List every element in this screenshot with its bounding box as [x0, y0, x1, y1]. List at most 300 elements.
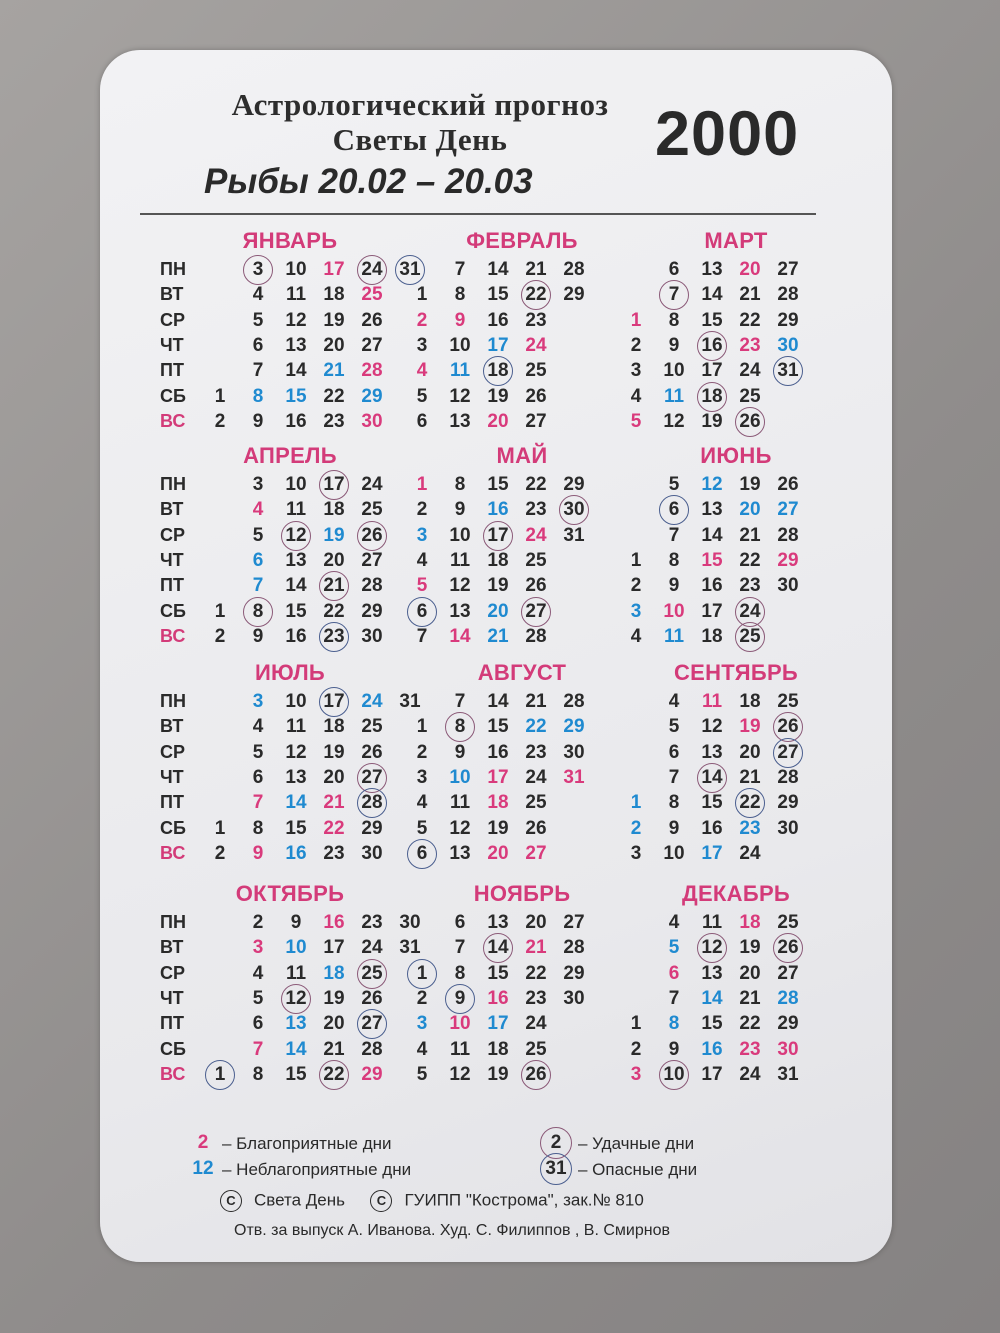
day-cell: 28 [777, 284, 799, 306]
day-cell: 13 [285, 549, 307, 571]
day-cell: 20 [739, 962, 761, 984]
day-cell: 5 [416, 385, 428, 407]
day-cell: 10 [449, 766, 471, 788]
day-cell: 4 [252, 962, 264, 984]
legend-favorable-text: – Благоприятные дни [222, 1134, 392, 1153]
day-cell: 12 [285, 309, 307, 331]
day-cell: 3 [416, 766, 428, 788]
month-block [576, 881, 876, 1106]
day-cell: 17 [487, 1013, 509, 1035]
day-cell: 1 [416, 474, 428, 495]
weekday-label: СР [160, 309, 186, 330]
day-cell: 6 [252, 1013, 264, 1035]
day-cell: 29 [563, 284, 585, 306]
day-cell: 1 [630, 1013, 642, 1035]
day-cell: 6 [402, 842, 442, 866]
day-cell: 24 [525, 334, 547, 356]
day-cell: 27 [563, 912, 585, 933]
day-cell: 27 [361, 334, 383, 356]
day-cell: 5 [630, 410, 642, 432]
day-cell: 23 [314, 625, 354, 649]
day-cell: 6 [252, 334, 264, 356]
day-cell: 10 [654, 1063, 694, 1087]
day-cell: 6 [454, 912, 466, 933]
day-cell: 20 [525, 912, 547, 933]
day-cell: 28 [361, 360, 383, 382]
day-cell: 25 [361, 499, 383, 521]
year-label: 2000 [655, 99, 800, 169]
day-cell: 17 [701, 360, 723, 382]
day-cell: 11 [285, 499, 307, 521]
day-cell: 20 [739, 259, 761, 280]
day-cell: 19 [487, 385, 509, 407]
day-cell: 26 [525, 817, 547, 839]
day-cell: 20 [323, 549, 345, 571]
day-cell: 21 [323, 792, 345, 814]
day-cell: 16 [323, 912, 345, 933]
day-cell: 12 [449, 385, 471, 407]
day-cell: 19 [323, 741, 345, 763]
day-cell: 29 [361, 385, 383, 407]
day-cell: 27 [777, 499, 799, 521]
day-cell: 17 [314, 690, 354, 714]
day-cell: 9 [252, 842, 264, 864]
day-cell: 13 [285, 766, 307, 788]
day-cell: 19 [739, 937, 761, 959]
day-cell: 12 [449, 1063, 471, 1085]
weekday-label: ВТ [160, 499, 184, 520]
day-cell: 22 [730, 791, 770, 815]
day-cell: 2 [630, 1038, 642, 1060]
day-cell: 19 [739, 716, 761, 738]
day-cell: 7 [668, 524, 680, 546]
weekday-label: СР [160, 962, 186, 983]
weekday-label: ПН [160, 912, 186, 932]
day-cell: 15 [285, 385, 307, 407]
day-cell: 25 [361, 716, 383, 738]
day-cell: 8 [440, 715, 480, 739]
day-cell: 6 [668, 962, 680, 984]
day-cell: 1 [214, 600, 226, 622]
day-cell: 8 [454, 474, 466, 495]
day-cell: 10 [285, 474, 307, 495]
day-cell: 18 [487, 792, 509, 814]
day-cell: 13 [449, 410, 471, 432]
day-cell: 21 [314, 574, 354, 598]
day-cell: 25 [352, 962, 392, 986]
day-cell: 22 [314, 1063, 354, 1087]
day-cell: 16 [692, 334, 732, 358]
month-name: ИЮНЬ [700, 443, 772, 468]
day-cell: 31 [777, 1063, 799, 1085]
day-cell: 25 [525, 1038, 547, 1060]
day-cell: 25 [730, 625, 770, 649]
day-cell: 6 [668, 259, 680, 280]
day-cell: 27 [361, 549, 383, 571]
day-cell: 7 [668, 766, 680, 788]
day-cell: 12 [692, 936, 732, 960]
day-cell: 12 [276, 987, 316, 1011]
month-block [576, 660, 876, 885]
day-cell: 6 [252, 766, 264, 788]
day-cell: 30 [777, 1038, 799, 1060]
day-cell: 14 [449, 625, 471, 647]
day-cell: 19 [323, 309, 345, 331]
day-cell: 18 [487, 549, 509, 571]
day-cell: 21 [525, 937, 547, 959]
day-cell: 11 [449, 549, 471, 571]
day-cell: 17 [701, 1063, 723, 1085]
day-cell: 17 [314, 473, 354, 497]
day-cell: 11 [285, 716, 307, 738]
day-cell: 8 [238, 600, 278, 624]
day-cell: 4 [668, 912, 680, 933]
day-cell: 16 [285, 410, 307, 432]
day-cell: 4 [252, 716, 264, 738]
day-cell: 20 [487, 600, 509, 622]
day-cell: 18 [323, 284, 345, 306]
month-block [576, 228, 876, 453]
day-cell: 4 [416, 549, 428, 571]
day-cell: 6 [416, 410, 428, 432]
day-cell: 8 [668, 1013, 680, 1035]
day-cell: 23 [323, 410, 345, 432]
day-cell: 20 [323, 334, 345, 356]
day-cell: 20 [487, 842, 509, 864]
day-cell: 13 [487, 912, 509, 933]
day-cell: 29 [563, 716, 585, 738]
day-cell: 2 [630, 334, 642, 356]
day-cell: 16 [701, 575, 723, 597]
day-cell: 2 [416, 499, 428, 521]
day-cell: 11 [285, 284, 307, 306]
day-cell: 23 [739, 334, 761, 356]
calendar-card [100, 50, 892, 1262]
day-cell: 13 [449, 600, 471, 622]
day-cell: 22 [516, 283, 556, 307]
legend-favorable-sample: 2 [197, 1132, 209, 1153]
day-cell: 13 [701, 741, 723, 763]
day-cell: 22 [739, 549, 761, 571]
day-cell: 29 [361, 600, 383, 622]
day-cell: 31 [390, 258, 430, 282]
day-cell: 10 [663, 842, 685, 864]
day-cell: 7 [454, 937, 466, 959]
day-cell: 15 [487, 962, 509, 984]
day-cell: 24 [739, 1063, 761, 1085]
day-cell: 13 [701, 962, 723, 984]
weekday-label: ПТ [160, 360, 184, 381]
month-block [100, 881, 421, 1106]
day-cell: 9 [668, 1038, 680, 1060]
day-cell: 24 [361, 937, 383, 959]
day-cell: 30 [777, 575, 799, 597]
day-cell: 7 [654, 283, 694, 307]
day-cell: 29 [563, 962, 585, 984]
weekday-label: ПТ [160, 792, 184, 813]
day-cell: 5 [252, 524, 264, 546]
credits-publisher: ГУИПП "Кострома", зак.№ 810 [404, 1190, 644, 1210]
day-cell: 7 [252, 575, 264, 597]
day-cell: 21 [323, 360, 345, 382]
day-cell: 16 [487, 499, 509, 521]
month-name: АПРЕЛЬ [243, 443, 337, 468]
day-cell: 8 [252, 1063, 264, 1085]
month-name: ОКТЯБРЬ [235, 881, 345, 906]
day-cell: 8 [668, 549, 680, 571]
weekday-label: ВС [160, 1063, 186, 1084]
day-cell: 7 [454, 691, 466, 712]
day-cell: 2 [214, 410, 226, 432]
day-cell: 10 [285, 937, 307, 959]
day-cell: 29 [777, 309, 799, 331]
day-cell: 29 [563, 474, 585, 495]
day-cell: 15 [701, 309, 723, 331]
day-cell: 24 [525, 1013, 547, 1035]
month-name: МАЙ [496, 443, 548, 468]
day-cell: 24 [352, 258, 392, 282]
day-cell: 30 [777, 334, 799, 356]
day-cell: 1 [214, 817, 226, 839]
day-cell: 3 [630, 600, 642, 622]
day-cell: 31 [399, 937, 421, 959]
day-cell: 6 [252, 549, 264, 571]
day-cell: 29 [777, 792, 799, 814]
day-cell: 20 [487, 410, 509, 432]
weekday-label: ВС [160, 410, 186, 431]
day-cell: 18 [323, 499, 345, 521]
day-cell: 7 [668, 987, 680, 1009]
day-cell: 26 [516, 1063, 556, 1087]
day-cell: 9 [454, 309, 466, 331]
day-cell: 22 [525, 716, 547, 738]
day-cell: 29 [361, 817, 383, 839]
day-cell: 18 [478, 359, 518, 383]
day-cell: 22 [525, 474, 547, 495]
copyright-icon: C [370, 1190, 392, 1212]
month-block [576, 443, 876, 668]
day-cell: 16 [487, 741, 509, 763]
day-cell: 11 [449, 360, 471, 382]
day-cell: 30 [399, 912, 421, 933]
day-cell: 14 [285, 1038, 307, 1060]
weekday-label: СБ [160, 817, 186, 838]
day-cell: 22 [739, 1013, 761, 1035]
day-cell: 21 [739, 284, 761, 306]
day-cell: 25 [525, 549, 547, 571]
day-cell: 6 [402, 600, 442, 624]
day-cell: 3 [252, 691, 264, 712]
day-cell: 13 [285, 1013, 307, 1035]
day-cell: 13 [701, 499, 723, 521]
day-cell: 3 [630, 842, 642, 864]
day-cell: 26 [361, 741, 383, 763]
day-cell: 13 [701, 259, 723, 280]
weekday-label: СР [160, 524, 186, 545]
day-cell: 14 [701, 987, 723, 1009]
day-cell: 9 [290, 912, 302, 933]
day-cell: 17 [487, 766, 509, 788]
month-name: ФЕВРАЛЬ [466, 228, 578, 253]
day-cell: 24 [739, 360, 761, 382]
weekday-label: ЧТ [160, 334, 184, 355]
day-cell: 23 [525, 499, 547, 521]
day-cell: 28 [777, 766, 799, 788]
day-cell: 6 [668, 741, 680, 763]
day-cell: 13 [285, 334, 307, 356]
day-cell: 7 [416, 625, 428, 647]
day-cell: 22 [739, 309, 761, 331]
day-cell: 25 [525, 360, 547, 382]
day-cell: 15 [285, 600, 307, 622]
day-cell: 5 [416, 817, 428, 839]
day-cell: 26 [525, 385, 547, 407]
day-cell: 12 [285, 741, 307, 763]
day-cell: 9 [454, 741, 466, 763]
day-cell: 3 [416, 524, 428, 546]
weekday-label: ПН [160, 259, 186, 279]
day-cell: 5 [416, 575, 428, 597]
credits-line-2: Отв. за выпуск А. Иванова. Худ. С. Филиппов , В. Смирнов [234, 1222, 670, 1239]
day-cell: 18 [701, 625, 723, 647]
weekday-label: ВС [160, 842, 186, 863]
day-cell: 19 [739, 474, 761, 495]
day-cell: 24 [361, 474, 383, 495]
credits-line-1 [220, 1190, 644, 1212]
day-cell: 23 [525, 987, 547, 1009]
day-cell: 4 [416, 360, 428, 382]
day-cell: 27 [352, 1012, 392, 1036]
day-cell: 19 [323, 987, 345, 1009]
day-cell: 16 [487, 987, 509, 1009]
day-cell: 17 [323, 259, 345, 280]
day-cell: 31 [563, 766, 585, 788]
day-cell: 21 [739, 524, 761, 546]
day-cell: 15 [701, 792, 723, 814]
day-cell: 1 [416, 716, 428, 738]
day-cell: 3 [238, 258, 278, 282]
day-cell: 11 [449, 792, 471, 814]
weekday-label: СР [160, 741, 186, 762]
day-cell: 30 [563, 741, 585, 763]
day-cell: 27 [777, 962, 799, 984]
day-cell: 22 [525, 962, 547, 984]
day-cell: 8 [454, 284, 466, 306]
day-cell: 13 [449, 842, 471, 864]
day-cell: 14 [285, 575, 307, 597]
day-cell: 16 [285, 625, 307, 647]
day-cell: 14 [701, 284, 723, 306]
day-cell: 11 [701, 912, 723, 933]
day-cell: 4 [416, 792, 428, 814]
legend-danger-sample: 31 [545, 1158, 567, 1179]
day-cell: 30 [777, 817, 799, 839]
day-cell: 19 [487, 817, 509, 839]
day-cell: 3 [252, 474, 264, 495]
day-cell: 3 [416, 1013, 428, 1035]
weekday-label: СБ [160, 1038, 186, 1059]
day-cell: 10 [663, 600, 685, 622]
day-cell: 1 [200, 1063, 240, 1087]
day-cell: 21 [323, 1038, 345, 1060]
weekday-label: ПТ [160, 1013, 184, 1034]
day-cell: 7 [454, 259, 466, 280]
day-cell: 18 [739, 912, 761, 933]
day-cell: 30 [361, 842, 383, 864]
day-cell: 14 [285, 360, 307, 382]
day-cell: 30 [554, 498, 594, 522]
day-cell: 20 [739, 499, 761, 521]
day-cell: 28 [525, 625, 547, 647]
day-cell: 5 [416, 1063, 428, 1085]
day-cell: 10 [449, 1013, 471, 1035]
day-cell: 1 [214, 385, 226, 407]
day-cell: 29 [777, 549, 799, 571]
month-name: ИЮЛЬ [254, 660, 326, 685]
day-cell: 12 [663, 410, 685, 432]
day-cell: 15 [701, 549, 723, 571]
day-cell: 24 [525, 766, 547, 788]
day-cell: 9 [668, 575, 680, 597]
day-cell: 19 [701, 410, 723, 432]
day-cell: 26 [768, 715, 808, 739]
day-cell: 31 [399, 691, 421, 712]
day-cell: 26 [352, 524, 392, 548]
day-cell: 28 [563, 937, 585, 959]
day-cell: 25 [777, 912, 799, 933]
day-cell: 5 [252, 741, 264, 763]
day-cell: 31 [768, 359, 808, 383]
day-cell: 23 [739, 1038, 761, 1060]
day-cell: 15 [487, 284, 509, 306]
day-cell: 29 [361, 1063, 383, 1085]
day-cell: 19 [487, 1063, 509, 1085]
month-name: СЕНТЯБРЬ [673, 660, 799, 685]
day-cell: 26 [525, 575, 547, 597]
day-cell: 27 [516, 600, 556, 624]
day-cell: 9 [252, 410, 264, 432]
day-cell: 2 [416, 987, 428, 1009]
weekday-label: ВС [160, 625, 186, 646]
day-cell: 15 [487, 474, 509, 495]
day-cell: 28 [563, 691, 585, 712]
day-cell: 17 [701, 842, 723, 864]
day-cell: 12 [701, 716, 723, 738]
day-cell: 14 [285, 792, 307, 814]
credits-author: Света День [254, 1190, 345, 1210]
legend-unfavorable-sample: 12 [192, 1158, 214, 1179]
weekday-label: СБ [160, 385, 186, 406]
day-cell: 15 [285, 1063, 307, 1085]
weekday-label: ЧТ [160, 549, 184, 570]
day-cell: 3 [252, 937, 264, 959]
day-cell: 2 [214, 842, 226, 864]
day-cell: 10 [449, 334, 471, 356]
day-cell: 28 [563, 259, 585, 280]
day-cell: 15 [701, 1013, 723, 1035]
day-cell: 10 [285, 691, 307, 712]
weekday-label: СБ [160, 600, 186, 621]
day-cell: 21 [487, 625, 509, 647]
legend-lucky-sample: 2 [550, 1132, 562, 1153]
day-cell: 28 [361, 1038, 383, 1060]
day-cell: 29 [777, 1013, 799, 1035]
day-cell: 7 [252, 792, 264, 814]
day-cell: 20 [323, 1013, 345, 1035]
day-cell: 14 [701, 524, 723, 546]
day-cell: 27 [352, 766, 392, 790]
day-cell: 16 [701, 817, 723, 839]
